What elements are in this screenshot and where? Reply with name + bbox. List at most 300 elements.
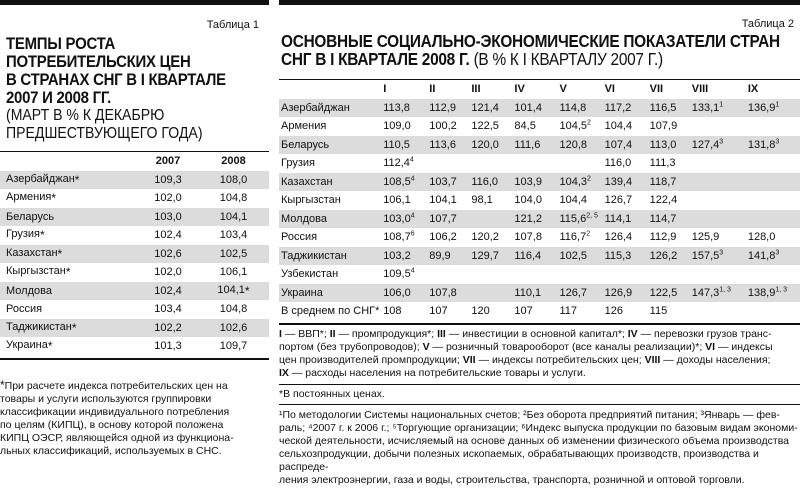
value-cell bbox=[748, 191, 800, 210]
value-cell bbox=[748, 247, 800, 266]
value-2007: 102,6 bbox=[154, 247, 182, 260]
value-text: 108,5 bbox=[383, 175, 411, 188]
value-cell bbox=[383, 99, 429, 118]
value-cell bbox=[560, 210, 605, 229]
footnote-ref: 3 bbox=[719, 138, 724, 146]
value-2007: 102,0 bbox=[154, 266, 182, 279]
value-cell bbox=[471, 117, 514, 136]
table-2 bbox=[279, 79, 800, 321]
country-cell: Казахстан bbox=[281, 175, 333, 188]
country-cell bbox=[0, 245, 138, 264]
value-text: 107 bbox=[514, 305, 533, 318]
value-text: 102,6 bbox=[219, 321, 248, 334]
value-cell bbox=[748, 154, 800, 173]
value-text: 103,9 bbox=[514, 175, 542, 188]
value-text: 122,5 bbox=[471, 120, 499, 133]
value-cell bbox=[650, 265, 692, 284]
value-cell bbox=[429, 99, 471, 118]
footnote-mark: * bbox=[0, 377, 5, 392]
value-text: 116,5 bbox=[649, 101, 677, 114]
country-name: Россия bbox=[6, 303, 43, 316]
value-text: 106,0 bbox=[383, 286, 411, 299]
footnote-line: товары и услуги используются группировки bbox=[0, 392, 212, 405]
table-row bbox=[279, 284, 800, 303]
country-cell bbox=[0, 263, 138, 282]
table-row bbox=[279, 136, 800, 155]
value-cell bbox=[692, 117, 748, 136]
value-cell bbox=[692, 173, 748, 192]
value-cell bbox=[471, 191, 514, 210]
legend bbox=[279, 328, 800, 380]
value-text: 111,6 bbox=[514, 138, 541, 151]
value-text: 106,1 bbox=[383, 194, 411, 207]
value-text: 141,8 bbox=[747, 249, 776, 262]
legend-numeral: IV bbox=[627, 327, 638, 340]
value-text: 112,9 bbox=[649, 231, 677, 244]
country-cell bbox=[0, 171, 138, 190]
value-cell bbox=[748, 228, 800, 247]
value-cell bbox=[560, 265, 605, 284]
value-text: 103,0 bbox=[383, 212, 411, 225]
value-cell bbox=[692, 265, 748, 284]
value-text: 109,0 bbox=[383, 120, 411, 133]
legend-numeral: IX bbox=[279, 366, 289, 379]
asterisk-mark: * bbox=[47, 339, 53, 354]
table-row bbox=[0, 337, 269, 356]
value-text: 120,8 bbox=[559, 138, 588, 151]
title-line: 2007 И 2008 ГГ. bbox=[6, 88, 112, 107]
value-text: 118,7 bbox=[649, 175, 677, 188]
value-cell bbox=[429, 284, 471, 303]
subtitle-line: (МАРТ В % К ДЕКАБРЮ bbox=[6, 107, 165, 124]
value-2007: 103,0 bbox=[154, 210, 182, 223]
value-2008 bbox=[198, 300, 269, 319]
value-cell bbox=[692, 136, 748, 155]
footnote-ref: 2 bbox=[587, 175, 591, 183]
value-2007: 102,4 bbox=[154, 284, 182, 297]
table-row bbox=[279, 99, 800, 118]
value-cell bbox=[514, 117, 559, 136]
value-cell bbox=[383, 302, 429, 321]
title-line bbox=[281, 50, 738, 68]
footnote-ref: 2, 5 bbox=[586, 212, 598, 220]
country-name: Азербайджан bbox=[6, 172, 75, 185]
country-cell: Азербайджан bbox=[281, 101, 350, 114]
value-cell bbox=[383, 191, 429, 210]
title-line: ПОТРЕБИТЕЛЬСКИХ ЦЕН bbox=[6, 52, 191, 71]
value-text: 136,9 bbox=[747, 101, 776, 114]
value-cell bbox=[429, 191, 471, 210]
value-cell bbox=[560, 247, 605, 266]
footnote-line: сельхозпродукции, добычи полезных ископаемых, обрабатывающих производств, производства и распреде- bbox=[279, 447, 759, 473]
value-text: 125,9 bbox=[691, 231, 720, 244]
footnote-ref: 4 bbox=[409, 156, 414, 164]
value-2008 bbox=[198, 171, 269, 190]
title-line: В СТРАНАХ СНГ В I КВАРТАЛЕ bbox=[6, 70, 226, 89]
value-text: 104,8 bbox=[219, 192, 248, 205]
column-header: VII bbox=[649, 83, 664, 96]
value-cell bbox=[471, 99, 514, 118]
value-text: 116,0 bbox=[604, 157, 632, 170]
country-cell bbox=[0, 300, 138, 319]
footnote-line: ческой деятельности, исчисляемый на основе данных об изменении физического объема производства bbox=[279, 434, 790, 447]
value-cell bbox=[383, 117, 429, 136]
value-text: 111,3 bbox=[649, 157, 676, 170]
asterisk-note: *В постоянных ценах. bbox=[279, 387, 385, 400]
value-text: 109,7 bbox=[219, 340, 248, 353]
value-text: 120,0 bbox=[471, 138, 499, 151]
value-cell bbox=[692, 302, 748, 321]
footnote-line: КИПЦ ОЭСР, являющейся одной из функциона- bbox=[0, 431, 234, 444]
footnote-line: по целям (КИПЦ), в основу которой положена bbox=[0, 418, 224, 431]
footnote-ref: 1, 3 bbox=[775, 286, 788, 294]
value-text: 103,2 bbox=[383, 249, 411, 262]
value-text: 107,7 bbox=[429, 212, 457, 225]
table-row bbox=[0, 319, 269, 338]
footnote-ref: 4 bbox=[410, 212, 415, 220]
value-2008 bbox=[198, 337, 269, 356]
value-cell bbox=[383, 247, 429, 266]
value-cell bbox=[383, 284, 429, 303]
value-cell bbox=[650, 302, 692, 321]
footnote-line: раль; ⁴2007 г. к 2006 г.; ⁵Торгующие организации; ⁶Индекс выпуска продукции по базовым видам экономи- bbox=[279, 421, 798, 434]
column-header bbox=[279, 80, 383, 99]
notes-rule bbox=[279, 404, 800, 405]
country-name: Кыргызстан bbox=[6, 265, 66, 278]
value-2008 bbox=[198, 226, 269, 245]
value-cell bbox=[692, 99, 748, 118]
value-text: 108,7 bbox=[383, 231, 411, 244]
value-cell bbox=[514, 173, 559, 192]
column-header: VIII bbox=[691, 83, 709, 96]
value-text: 126,9 bbox=[604, 286, 633, 299]
value-cell bbox=[429, 247, 471, 266]
value-text: 117 bbox=[559, 305, 578, 318]
table-row bbox=[279, 302, 800, 321]
value-text: 126,2 bbox=[649, 249, 678, 262]
value-text: 113,6 bbox=[429, 138, 456, 151]
footnote-ref: 4 bbox=[410, 175, 415, 183]
value-text: 104,4 bbox=[559, 194, 588, 207]
table-1-label: Таблица 1 bbox=[206, 19, 259, 31]
value-cell bbox=[429, 210, 471, 229]
value-text: 157,5 bbox=[691, 249, 720, 262]
value-cell bbox=[605, 99, 650, 118]
table-row bbox=[279, 247, 800, 266]
column-header: III bbox=[471, 83, 481, 96]
value-text: 120,2 bbox=[471, 231, 499, 244]
value-cell bbox=[383, 154, 429, 173]
value-2008 bbox=[198, 245, 269, 264]
value-text: 114,7 bbox=[649, 212, 677, 225]
value-cell bbox=[692, 228, 748, 247]
value-text: 104,4 bbox=[604, 120, 633, 133]
title-line-text: СНГ В I КВАРТАЛЕ 2008 Г. bbox=[281, 49, 470, 69]
value-cell bbox=[692, 191, 748, 210]
value-cell bbox=[692, 154, 748, 173]
legend-numeral: VIII bbox=[644, 353, 661, 366]
value-text: 104,3 bbox=[559, 175, 588, 188]
value-text: 113,8 bbox=[383, 101, 410, 114]
country-cell: Беларусь bbox=[281, 138, 330, 151]
title-line: ОСНОВНЫЕ СОЦИАЛЬНО-ЭКОНОМИЧЕСКИЕ ПОКАЗАТЕЛИ СТРАН bbox=[281, 31, 780, 51]
legend-line: цен производителей промпродукции; VII — индексы потребительских цен; VIII — доходы населения; bbox=[279, 353, 771, 366]
country-cell bbox=[0, 282, 138, 301]
country-name: Молдова bbox=[6, 284, 52, 297]
value-cell bbox=[748, 302, 800, 321]
value-text: 147,3 bbox=[691, 286, 720, 299]
value-text: 126,7 bbox=[559, 286, 588, 299]
value-cell bbox=[514, 210, 559, 229]
table-row bbox=[279, 191, 800, 210]
value-cell bbox=[429, 136, 471, 155]
footnote-ref: 4 bbox=[410, 267, 415, 275]
value-text: 116,7 bbox=[559, 231, 587, 244]
value-cell bbox=[429, 154, 471, 173]
value-cell bbox=[605, 247, 650, 266]
country-name: Беларусь bbox=[6, 210, 55, 223]
legend-line: портом (без трубопроводов); V — розничный товарооборот (все каналы реализации)*; VI — индексы bbox=[279, 340, 773, 353]
table-row bbox=[0, 208, 269, 227]
value-text: 122,4 bbox=[649, 194, 678, 207]
value-cell bbox=[383, 136, 429, 155]
country-cell: Грузия bbox=[281, 157, 315, 170]
value-text: 129,7 bbox=[471, 249, 499, 262]
value-2008 bbox=[198, 208, 269, 227]
value-cell bbox=[560, 228, 605, 247]
column-header: 2007 bbox=[155, 155, 181, 168]
value-text: 116,0 bbox=[471, 175, 499, 188]
top-rule bbox=[0, 0, 269, 5]
value-text: 104,8 bbox=[219, 303, 248, 316]
value-text: 107,8 bbox=[429, 286, 457, 299]
column-header: IV bbox=[514, 83, 525, 96]
value-text: 121,4 bbox=[471, 101, 499, 114]
value-cell bbox=[383, 228, 429, 247]
column-header: 2008 bbox=[221, 155, 246, 168]
country-name: Казахстан bbox=[6, 246, 58, 259]
table-2-label: Таблица 2 bbox=[741, 18, 794, 30]
footnote-ref: 2 bbox=[586, 230, 591, 238]
value-cell bbox=[650, 99, 692, 118]
value-cell bbox=[514, 228, 559, 247]
table-2-footnotes bbox=[279, 409, 800, 487]
country-name: Таджикистан bbox=[6, 320, 72, 333]
column-header: I bbox=[383, 83, 387, 96]
footnote-line: При расчете индекса потребительских цен на bbox=[4, 379, 228, 392]
value-text: 104,0 bbox=[514, 194, 542, 207]
value-cell bbox=[650, 117, 692, 136]
value-2007: 102,0 bbox=[154, 192, 182, 205]
table-row bbox=[0, 189, 269, 208]
asterisk-mark: * bbox=[51, 191, 56, 206]
value-cell bbox=[471, 136, 514, 155]
value-cell bbox=[471, 228, 514, 247]
value-text: 122,5 bbox=[649, 286, 678, 299]
country-name: Украина bbox=[6, 339, 48, 352]
footnote-ref: 2 bbox=[587, 119, 591, 127]
asterisk-mark: * bbox=[57, 246, 63, 261]
table-2-heading bbox=[279, 32, 800, 68]
country-name: Армения bbox=[6, 191, 52, 204]
value-text: 100,2 bbox=[429, 120, 457, 133]
table-row bbox=[0, 263, 269, 282]
asterisk-mark: * bbox=[65, 265, 71, 280]
value-cell bbox=[605, 154, 650, 173]
value-text: 126,4 bbox=[604, 231, 633, 244]
country-cell: Молдова bbox=[281, 212, 327, 225]
value-2007: 102,2 bbox=[154, 321, 182, 334]
value-text: 114,8 bbox=[559, 101, 587, 114]
table-2-bottom-rule bbox=[279, 323, 800, 325]
value-cell bbox=[429, 173, 471, 192]
value-cell bbox=[605, 302, 650, 321]
value-2008 bbox=[198, 319, 269, 338]
value-cell bbox=[514, 265, 559, 284]
value-2008 bbox=[198, 189, 269, 208]
value-text: 109,5 bbox=[383, 268, 411, 281]
value-text: 126 bbox=[604, 305, 623, 318]
legend-numeral: II bbox=[329, 327, 336, 340]
value-cell bbox=[471, 302, 514, 321]
country-cell: В среднем по СНГ* bbox=[281, 305, 380, 318]
country-cell: Украина bbox=[281, 286, 323, 299]
value-text: 106,2 bbox=[429, 231, 457, 244]
value-text: 126,7 bbox=[604, 194, 633, 207]
value-cell bbox=[605, 210, 650, 229]
footnote-ref: 1, 3 bbox=[719, 286, 731, 294]
country-cell bbox=[0, 189, 138, 208]
value-text: 98,1 bbox=[471, 194, 493, 207]
table-row bbox=[279, 265, 800, 284]
value-cell bbox=[650, 228, 692, 247]
table-1-footnote bbox=[0, 379, 269, 458]
value-cell bbox=[471, 265, 514, 284]
country-cell: Россия bbox=[281, 231, 318, 244]
column-header: V bbox=[559, 83, 567, 96]
value-cell bbox=[605, 284, 650, 303]
value-cell bbox=[560, 191, 605, 210]
value-text: 102,5 bbox=[559, 249, 588, 262]
value-cell bbox=[471, 173, 514, 192]
value-text: 114,1 bbox=[604, 212, 632, 225]
value-cell bbox=[605, 136, 650, 155]
footnote-line: классификации индивидуального потребления bbox=[0, 405, 230, 418]
legend-line: IX — расходы населения на потребительские товары и услуги. bbox=[279, 366, 586, 379]
value-cell bbox=[650, 247, 692, 266]
value-cell bbox=[514, 247, 559, 266]
value-cell bbox=[560, 284, 605, 303]
value-cell bbox=[748, 136, 800, 155]
value-cell bbox=[471, 210, 514, 229]
legend-line: I — ВВП*; II — промпродукция*; III — инвестиции в основной капитал*; IV — перевозки грузов транс- bbox=[279, 327, 772, 340]
value-2007: 101,3 bbox=[154, 340, 182, 353]
table-row bbox=[279, 154, 800, 173]
table-1-panel bbox=[0, 0, 269, 458]
asterisk-mark: * bbox=[39, 228, 45, 243]
footnote-ref: 3 bbox=[719, 249, 724, 257]
value-text: 112,9 bbox=[429, 101, 456, 114]
value-cell bbox=[514, 284, 559, 303]
column-header bbox=[0, 152, 138, 171]
value-text: 128,0 bbox=[747, 231, 776, 244]
value-text: 107,8 bbox=[514, 231, 542, 244]
country-cell bbox=[0, 226, 138, 245]
value-cell bbox=[471, 154, 514, 173]
table-1 bbox=[0, 151, 269, 356]
value-cell bbox=[383, 173, 429, 192]
value-text: 110,1 bbox=[514, 286, 542, 299]
value-cell bbox=[748, 265, 800, 284]
value-cell bbox=[383, 210, 429, 229]
value-text: 108 bbox=[383, 305, 402, 318]
country-cell: Таджикистан bbox=[281, 249, 347, 262]
value-2007: 103,4 bbox=[154, 303, 182, 316]
value-cell bbox=[560, 117, 605, 136]
country-cell: Кыргызстан bbox=[281, 194, 341, 207]
footnote-ref: 3 bbox=[775, 138, 780, 146]
footnote-line: ¹По методологии Системы национальных счетов; ²Без оборота предприятий питания; ³Январь — фев- bbox=[279, 408, 780, 421]
value-text: 116,4 bbox=[514, 249, 542, 262]
value-cell bbox=[514, 99, 559, 118]
value-cell bbox=[560, 136, 605, 155]
value-cell bbox=[692, 284, 748, 303]
value-text: 107 bbox=[429, 305, 448, 318]
footnote-line: ления электроэнергии, газа и воды, строительства, транспорта, розничной и оптовой торговли. bbox=[279, 473, 745, 486]
footnote-line: льных классификаций, используемых в СНС. bbox=[0, 444, 222, 457]
legend-numeral: VI bbox=[705, 340, 716, 353]
value-cell bbox=[514, 302, 559, 321]
value-text: 108,0 bbox=[219, 173, 248, 186]
value-2007: 102,4 bbox=[154, 229, 182, 242]
value-cell bbox=[748, 99, 800, 118]
table-1-heading bbox=[0, 35, 269, 143]
column-header: II bbox=[429, 83, 436, 96]
top-rule bbox=[279, 0, 800, 5]
value-cell bbox=[692, 210, 748, 229]
asterisk-mark: * bbox=[244, 283, 250, 298]
table-row bbox=[0, 282, 269, 301]
legend-numeral: V bbox=[422, 340, 430, 353]
value-cell bbox=[383, 265, 429, 284]
table-row bbox=[0, 245, 269, 264]
value-cell bbox=[560, 173, 605, 192]
value-cell bbox=[605, 117, 650, 136]
value-cell bbox=[650, 136, 692, 155]
value-text: 115 bbox=[649, 305, 668, 318]
value-text: 121,2 bbox=[514, 212, 542, 225]
value-2007: 109,3 bbox=[154, 173, 182, 186]
value-cell bbox=[429, 117, 471, 136]
value-cell bbox=[650, 210, 692, 229]
table-row bbox=[0, 226, 269, 245]
value-text: 120 bbox=[471, 305, 490, 318]
table-row bbox=[279, 228, 800, 247]
value-text: 127,4 bbox=[691, 138, 720, 151]
value-2008 bbox=[198, 282, 269, 301]
value-cell bbox=[605, 173, 650, 192]
table-1-bottom-rule bbox=[0, 358, 269, 360]
footnote-ref: 3 bbox=[775, 249, 780, 257]
country-name: Грузия bbox=[6, 228, 40, 241]
value-text: 104,1 bbox=[217, 283, 245, 296]
value-text: 89,9 bbox=[429, 249, 451, 262]
value-text: 107,9 bbox=[649, 120, 678, 133]
table-row bbox=[279, 117, 800, 136]
legend-numeral: I bbox=[279, 327, 282, 340]
value-cell bbox=[429, 265, 471, 284]
table-row bbox=[279, 210, 800, 229]
